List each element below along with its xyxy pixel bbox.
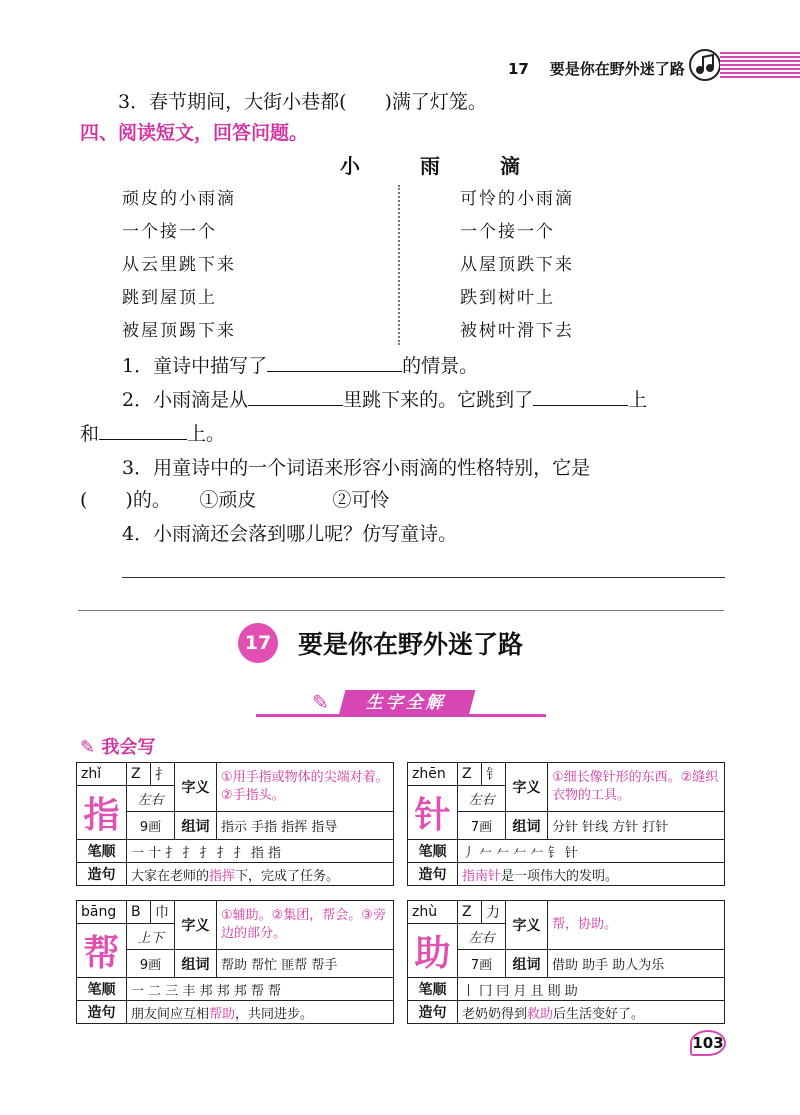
- question-3: 3．用童诗中的一个词语来形容小雨滴的性格特别，它是: [122, 457, 591, 479]
- header-stripes: [720, 52, 800, 80]
- meaning-label: 字义: [506, 763, 548, 812]
- sentence-label: 造句: [77, 1001, 127, 1024]
- poem-line: 跌到树叶上: [460, 288, 555, 308]
- order-label: 笔顺: [77, 978, 127, 1001]
- example-sentence: 老奶奶得到救助后生活变好了。: [458, 1001, 725, 1024]
- stroke-order: 一 十 扌 扌 扌 扌 扌 指 指: [127, 840, 394, 863]
- answer-blank[interactable]: [99, 420, 187, 440]
- poem-line: 被树叶滑下去: [460, 321, 574, 341]
- structure: 左右: [458, 786, 506, 812]
- meaning-label: 字义: [175, 901, 217, 950]
- bushou: 力: [482, 901, 506, 924]
- character-card: [76, 762, 394, 886]
- meaning-label: 字义: [506, 901, 548, 950]
- answer-line[interactable]: [122, 577, 725, 578]
- structure: 左右: [458, 924, 506, 950]
- question-3-top: 3．春节期间，大街小巷都( )满了灯笼。: [118, 91, 487, 113]
- running-header: [508, 58, 685, 79]
- answer-blank[interactable]: [533, 386, 628, 406]
- character: 助: [408, 924, 458, 978]
- words-label: 组词: [506, 812, 548, 840]
- words-label: 组词: [175, 812, 217, 840]
- character-card: [407, 900, 725, 1024]
- pinyin: bāng: [77, 901, 127, 924]
- poem-line: 顽皮的小雨滴: [122, 189, 236, 209]
- meaning-text: ①细长像针形的东西。②缝织衣物的工具。: [548, 763, 725, 812]
- poem-line: 可怜的小雨滴: [460, 189, 574, 209]
- character-card: [407, 762, 725, 886]
- bushou: 巾: [151, 901, 175, 924]
- poem-left-column: [122, 183, 236, 348]
- order-label: 笔顺: [408, 840, 458, 863]
- question-2-cont: 和 上。: [80, 418, 225, 450]
- bushou: 扌: [151, 763, 175, 786]
- structure: 上下: [127, 924, 175, 950]
- radical-letter: Z: [458, 763, 482, 786]
- character: 帮: [77, 924, 127, 978]
- structure: 左右: [127, 786, 175, 812]
- words-text: 指示 手指 指挥 指导: [217, 812, 394, 840]
- meaning-text: 帮，协助。: [548, 901, 725, 950]
- words-label: 组词: [175, 950, 217, 978]
- character: 指: [77, 786, 127, 840]
- pinyin: zhēn: [408, 763, 458, 786]
- stroke-count: 7画: [458, 812, 506, 840]
- poem-line: 一个接一个: [460, 222, 555, 242]
- pencil-icon: ✎: [312, 690, 329, 714]
- poem-right-column: [460, 183, 574, 348]
- example-sentence: 朋友间应互相帮助，共同进步。: [127, 1001, 394, 1024]
- character-card: [76, 900, 394, 1024]
- words-text: 借助 助手 助人为乐: [548, 950, 725, 978]
- words-text: 帮助 帮忙 匪帮 帮手: [217, 950, 394, 978]
- header-lesson-number: 17: [508, 60, 529, 78]
- poem-divider: [398, 185, 400, 345]
- question-3-options: ( )的。 ①顽皮 ②可怜: [80, 489, 390, 511]
- sentence-label: 造句: [408, 863, 458, 886]
- stroke-count: 9画: [127, 950, 175, 978]
- words-label: 组词: [506, 950, 548, 978]
- example-sentence: 大家在老师的指挥下，完成了任务。: [127, 863, 394, 886]
- bushou: 钅: [482, 763, 506, 786]
- poem-line: 跳到屋顶上: [122, 288, 217, 308]
- question-1: 1．童诗中描写了 的情景。: [122, 350, 478, 382]
- header-title: 要是你在野外迷了路: [549, 60, 685, 78]
- meaning-text: ①用手指或物体的尖端对着。②手指头。: [217, 763, 394, 812]
- poem-line: 从屋顶跌下来: [460, 255, 574, 275]
- stroke-count: 7画: [458, 950, 506, 978]
- question-2: 2．小雨滴是从 里跳下来的。它跳到了 上: [122, 384, 647, 416]
- pinyin: zhù: [408, 901, 458, 924]
- stroke-order: 丿 𠂉 𠂉 𠂉 𠂉 钅 针: [458, 840, 725, 863]
- radical-letter: B: [127, 901, 151, 924]
- stroke-order: 一 二 三 丰 邦 邦 邦 帮 帮: [127, 978, 394, 1001]
- words-text: 分针 针线 方针 打针: [548, 812, 725, 840]
- banner-new-characters: 生字全解: [339, 690, 476, 716]
- i-can-write-heading: ✎ 我会写: [80, 737, 156, 758]
- order-label: 笔顺: [408, 978, 458, 1001]
- character: 针: [408, 786, 458, 840]
- poem-line: 从云里跳下来: [122, 255, 236, 275]
- radical-letter: Z: [127, 763, 151, 786]
- stroke-count: 9画: [127, 812, 175, 840]
- answer-blank[interactable]: [248, 386, 343, 406]
- pinyin: zhǐ: [77, 763, 127, 786]
- radical-letter: Z: [458, 901, 482, 924]
- music-note-icon: [688, 48, 722, 82]
- sentence-label: 造句: [77, 863, 127, 886]
- poem-title: 小 雨 滴: [340, 154, 540, 178]
- question-4: 4．小雨滴还会落到哪儿呢？仿写童诗。: [122, 523, 458, 545]
- poem-line: 一个接一个: [122, 222, 217, 242]
- section-4-heading: 四、阅读短文，回答问题。: [80, 122, 309, 144]
- lesson-title: 要是你在野外迷了路: [298, 630, 524, 659]
- poem-line: 被屋顶踢下来: [122, 321, 236, 341]
- lesson-number-badge: 17: [238, 623, 278, 663]
- meaning-text: ①辅助。②集团，帮会。③旁边的部分。: [217, 901, 394, 950]
- meaning-label: 字义: [175, 763, 217, 812]
- example-sentence: 指南针是一项伟大的发明。: [458, 863, 725, 886]
- sentence-label: 造句: [408, 1001, 458, 1024]
- section-divider: [78, 610, 724, 611]
- page-number: 103: [690, 1030, 726, 1056]
- stroke-order: 丨 冂 冃 月 且 則 助: [458, 978, 725, 1001]
- answer-blank[interactable]: [267, 352, 402, 372]
- order-label: 笔顺: [77, 840, 127, 863]
